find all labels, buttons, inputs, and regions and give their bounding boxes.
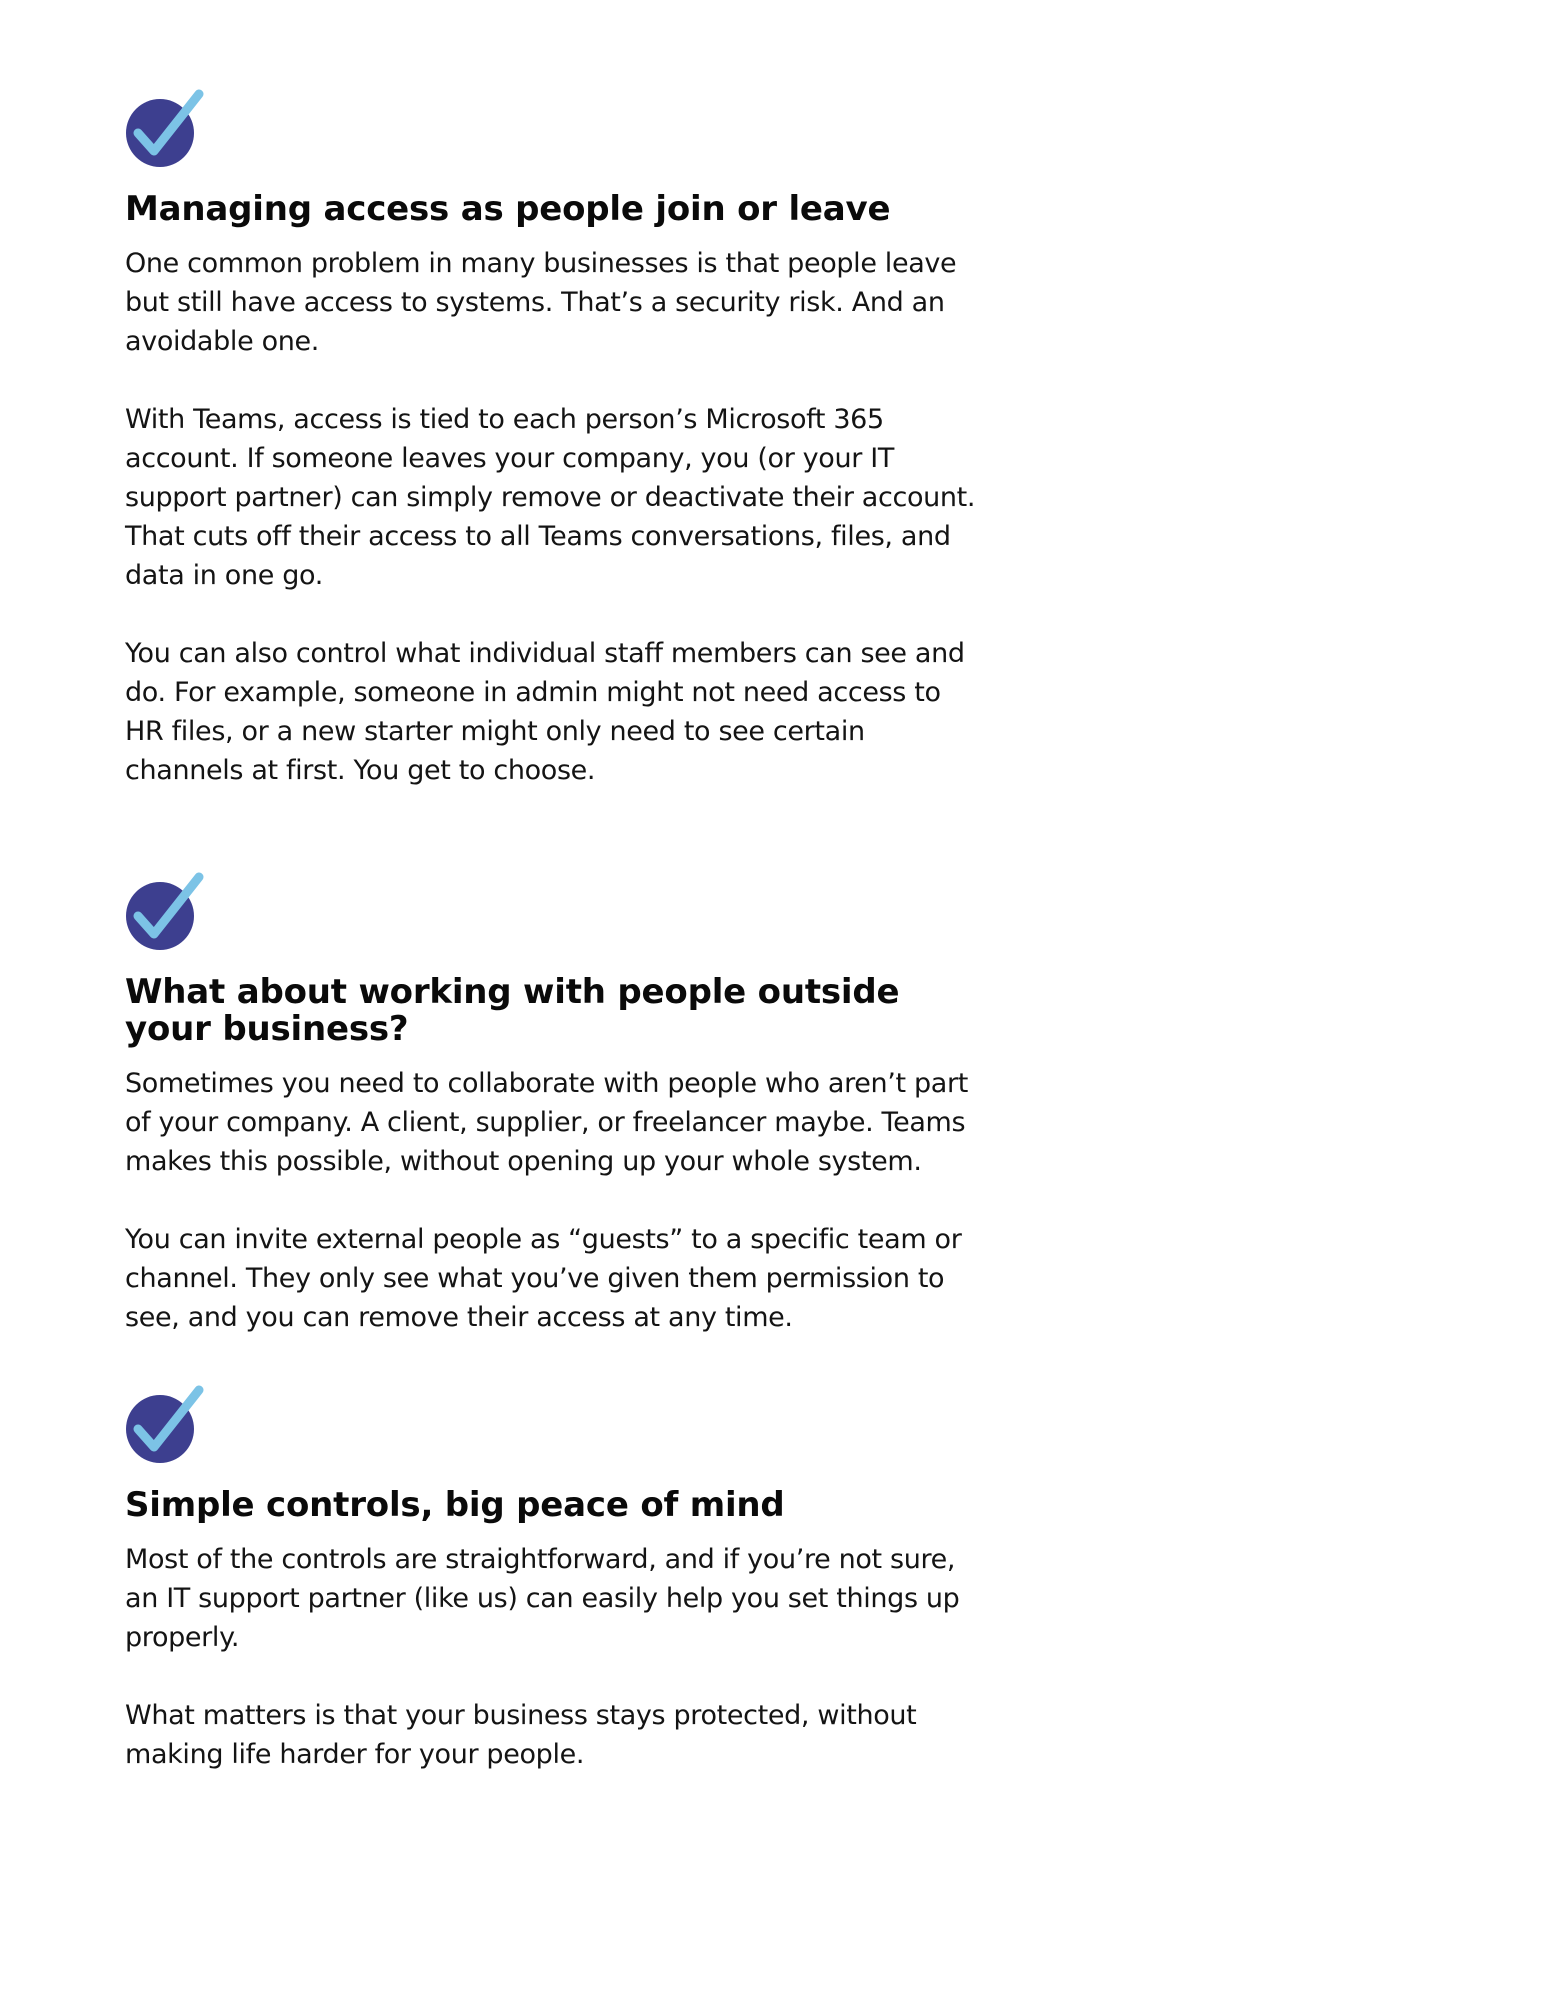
check-circle-icon — [125, 89, 205, 169]
section-managing-access — [125, 89, 985, 790]
section-paragraph: What matters is that your business stays protected, without making life harder for your people. — [125, 1700, 917, 1770]
section-paragraph: One common problem in many businesses is that people leave but still have access to systems. That’s a security risk. And an avoidable one. — [125, 248, 957, 357]
section-paragraph: Most of the controls are straightforward, and if you’re not sure, an IT support partner (like us) can easily help you set things up properly. — [125, 1544, 960, 1653]
section-heading: Simple controls, big peace of mind — [125, 1485, 785, 1525]
section-heading: What about working with people outside your business? — [125, 972, 900, 1049]
section-paragraph: With Teams, access is tied to each person’s Microsoft 365 account. If someone leaves your company, you (or your IT support partner) can simply remove or deactivate their account. That cuts off their access to all Teams conversations, files, and data in one go. — [125, 404, 976, 591]
section-external-people — [125, 872, 985, 1337]
section-heading: Managing access as people join or leave — [125, 189, 891, 229]
section-paragraph: Sometimes you need to collaborate with people who aren’t part of your company. A client, supplier, or freelancer maybe. Teams makes this possible, without opening up your whole system. — [125, 1068, 968, 1177]
check-circle-icon — [125, 1385, 205, 1465]
section-paragraph: You can also control what individual staff members can see and do. For example, someone in admin might not need access to HR files, or a new starter might only need to see certain channels at first. You get to choose. — [125, 638, 965, 786]
section-simple-controls — [125, 1385, 985, 1774]
check-circle-icon — [125, 872, 205, 952]
section-paragraph: You can invite external people as “guests” to a specific team or channel. They only see what you’ve given them permission to see, and you can remove their access at any time. — [125, 1224, 962, 1333]
